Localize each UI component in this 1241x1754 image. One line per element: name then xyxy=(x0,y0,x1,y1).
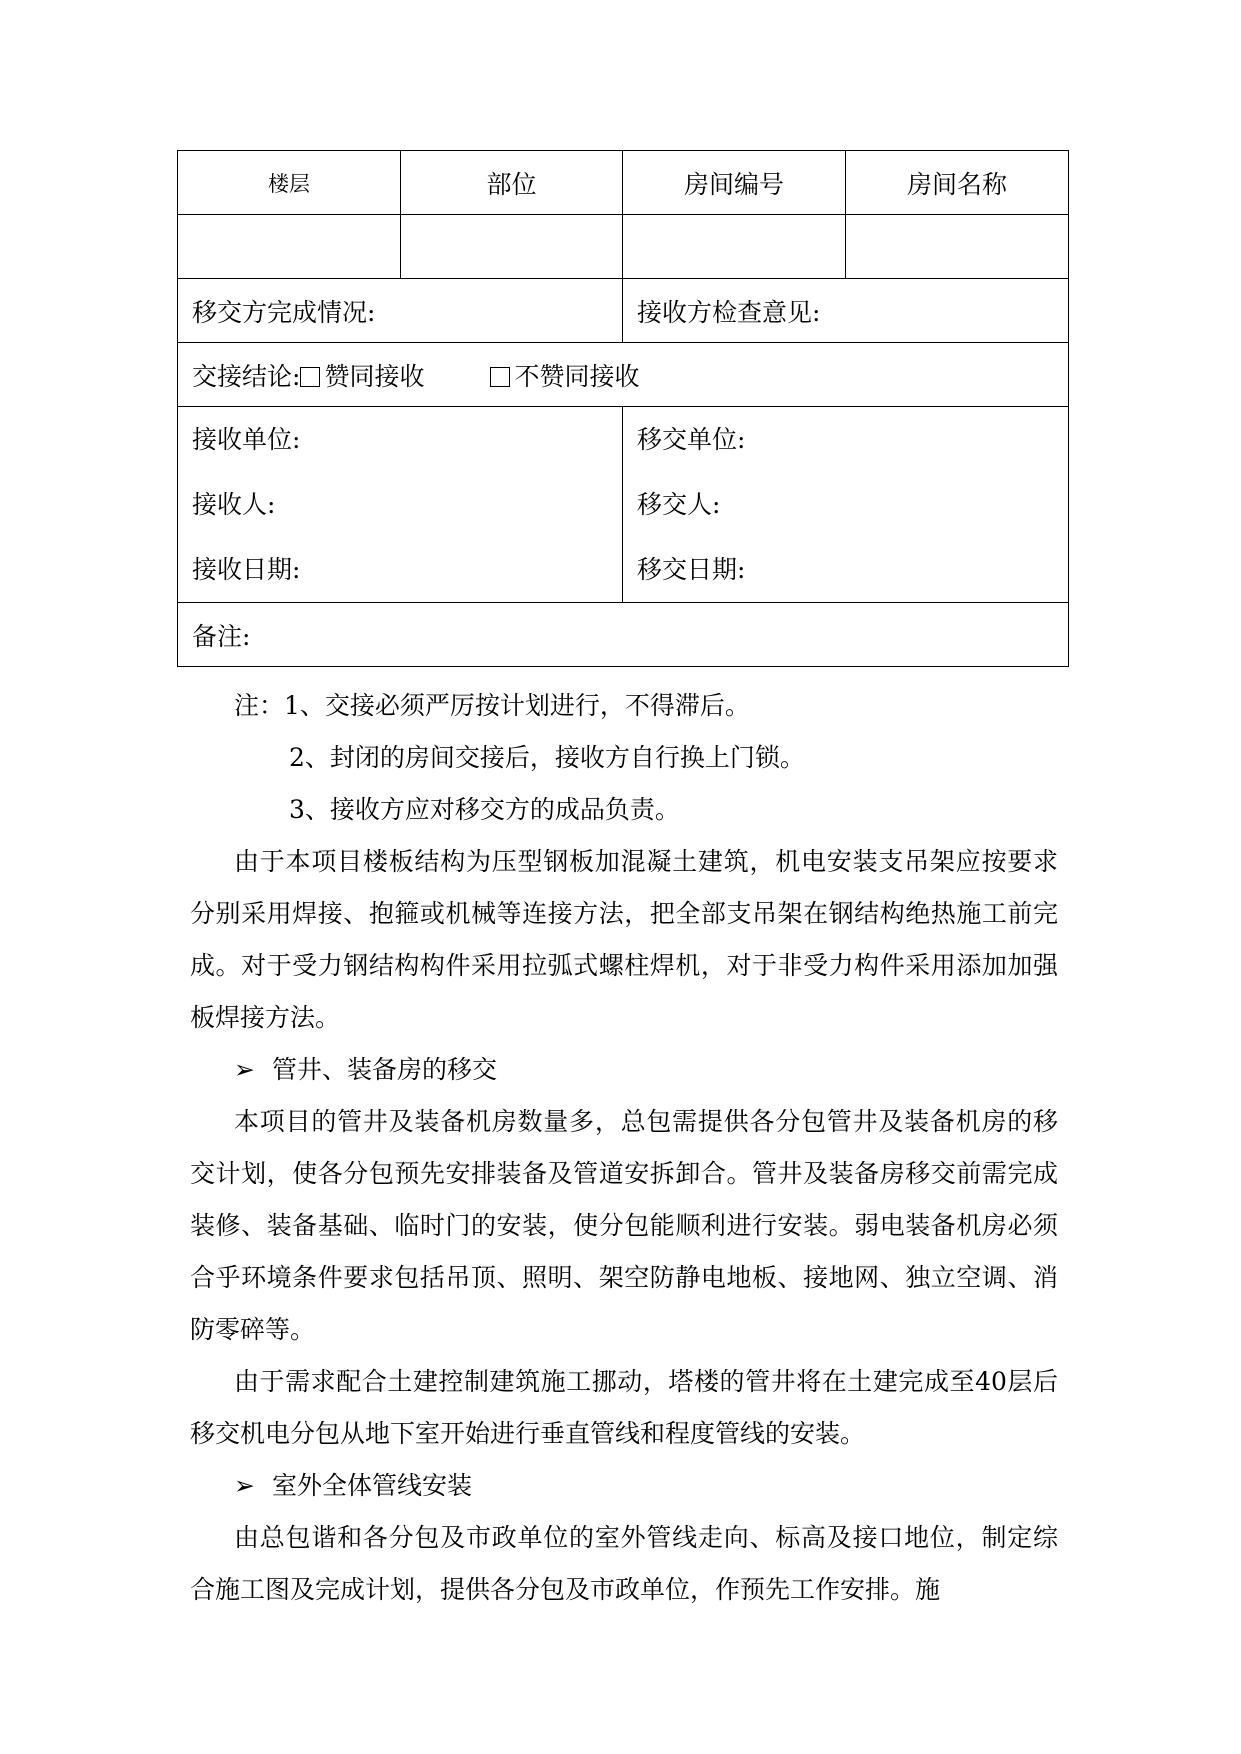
remarks-row xyxy=(178,603,1069,667)
conclusion-cell xyxy=(178,343,1069,407)
conclusion-row xyxy=(178,343,1069,407)
paragraph-3: 由于需求配合土建控制建筑施工挪动，塔楼的管井将在土建完成至40层后移交机电分包从地下室开始进行垂直管线和程度管线的安装。 xyxy=(190,1367,1058,1448)
header-location: 部位 xyxy=(401,151,623,215)
heading-shaft-handover xyxy=(190,1044,1058,1096)
paragraph-2: 本项目的管井及装备机房数量多，总包需提供各分包管井及装备机房的移交计划，使各分包预先安排装备及管道安拆卸合。管井及装备房移交前需完成装修、装备基础、临时门的安装，使分包能顺利进行安装。弱电装备机房必须合乎环境条件要求包括吊顶、照明、架空防静电地板、接地网、独立空调、消防零碎等。 xyxy=(190,1107,1058,1344)
heading-outdoor-pipelines xyxy=(190,1460,1058,1512)
handover-form-table xyxy=(177,150,1069,667)
note-2: 2、封闭的房间交接后，接收方自行换上门锁。 xyxy=(289,743,805,772)
transfer-person: 移交人: xyxy=(637,490,721,519)
cell-room-name xyxy=(846,215,1069,279)
header-row xyxy=(178,151,1069,215)
checkbox-empty-icon[interactable] xyxy=(490,367,510,387)
handover-status-label: 移交方完成情况: xyxy=(178,279,623,343)
paragraph-1: 由于本项目楼板结构为压型钢板加混凝土建筑，机电安装支吊架应按要求分别采用焊接、抱箍或机械等连接方法，把全部支吊架在钢结构绝热施工前完成。对于受力钢结构构件采用拉弧式螺柱焊机，对于非受力构件采用添加加强板焊接方法。 xyxy=(190,847,1058,1032)
blank-row xyxy=(178,215,1069,279)
status-row xyxy=(178,279,1069,343)
conclusion-label: 交接结论: xyxy=(192,361,301,391)
remarks-label: 备注: xyxy=(178,603,1069,667)
heading-text: 管井、装备房的移交 xyxy=(272,1055,498,1084)
checkbox-empty-icon[interactable] xyxy=(300,367,320,387)
heading-text: 室外全体管线安装 xyxy=(272,1471,473,1500)
arrow-bullet-icon: ➢ xyxy=(234,1055,255,1084)
header-floor: 楼层 xyxy=(178,151,401,215)
arrow-bullet-icon: ➢ xyxy=(234,1471,255,1500)
receiver-person: 接收人: xyxy=(192,490,276,519)
cell-location xyxy=(401,215,623,279)
note-3: 3、接收方应对移交方的成品负责。 xyxy=(289,795,680,824)
receiver-cell xyxy=(178,407,623,603)
option-disagree: 不赞同接收 xyxy=(514,361,640,391)
notes-section xyxy=(190,680,1058,1616)
note-1: 注：1、交接必须严厉按计划进行，不得滞后。 xyxy=(234,691,750,720)
signature-row xyxy=(178,407,1069,603)
paragraph-4: 由总包谐和各分包及市政单位的室外管线走向、标高及接口地位，制定综合施工图及完成计划，提供各分包及市政单位，作预先工作安排。施 xyxy=(190,1523,1058,1604)
inspection-label: 接收方检查意见: xyxy=(623,279,1069,343)
transfer-unit: 移交单位: xyxy=(637,425,746,454)
option-agree: 赞同接收 xyxy=(324,361,425,391)
header-room-name: 房间名称 xyxy=(846,151,1069,215)
cell-room-number xyxy=(623,215,846,279)
header-room-number: 房间编号 xyxy=(623,151,846,215)
transfer-date: 移交日期: xyxy=(637,555,746,584)
transfer-cell xyxy=(623,407,1069,603)
receiver-date: 接收日期: xyxy=(192,555,301,584)
receiver-unit: 接收单位: xyxy=(192,425,301,454)
cell-floor xyxy=(178,215,401,279)
